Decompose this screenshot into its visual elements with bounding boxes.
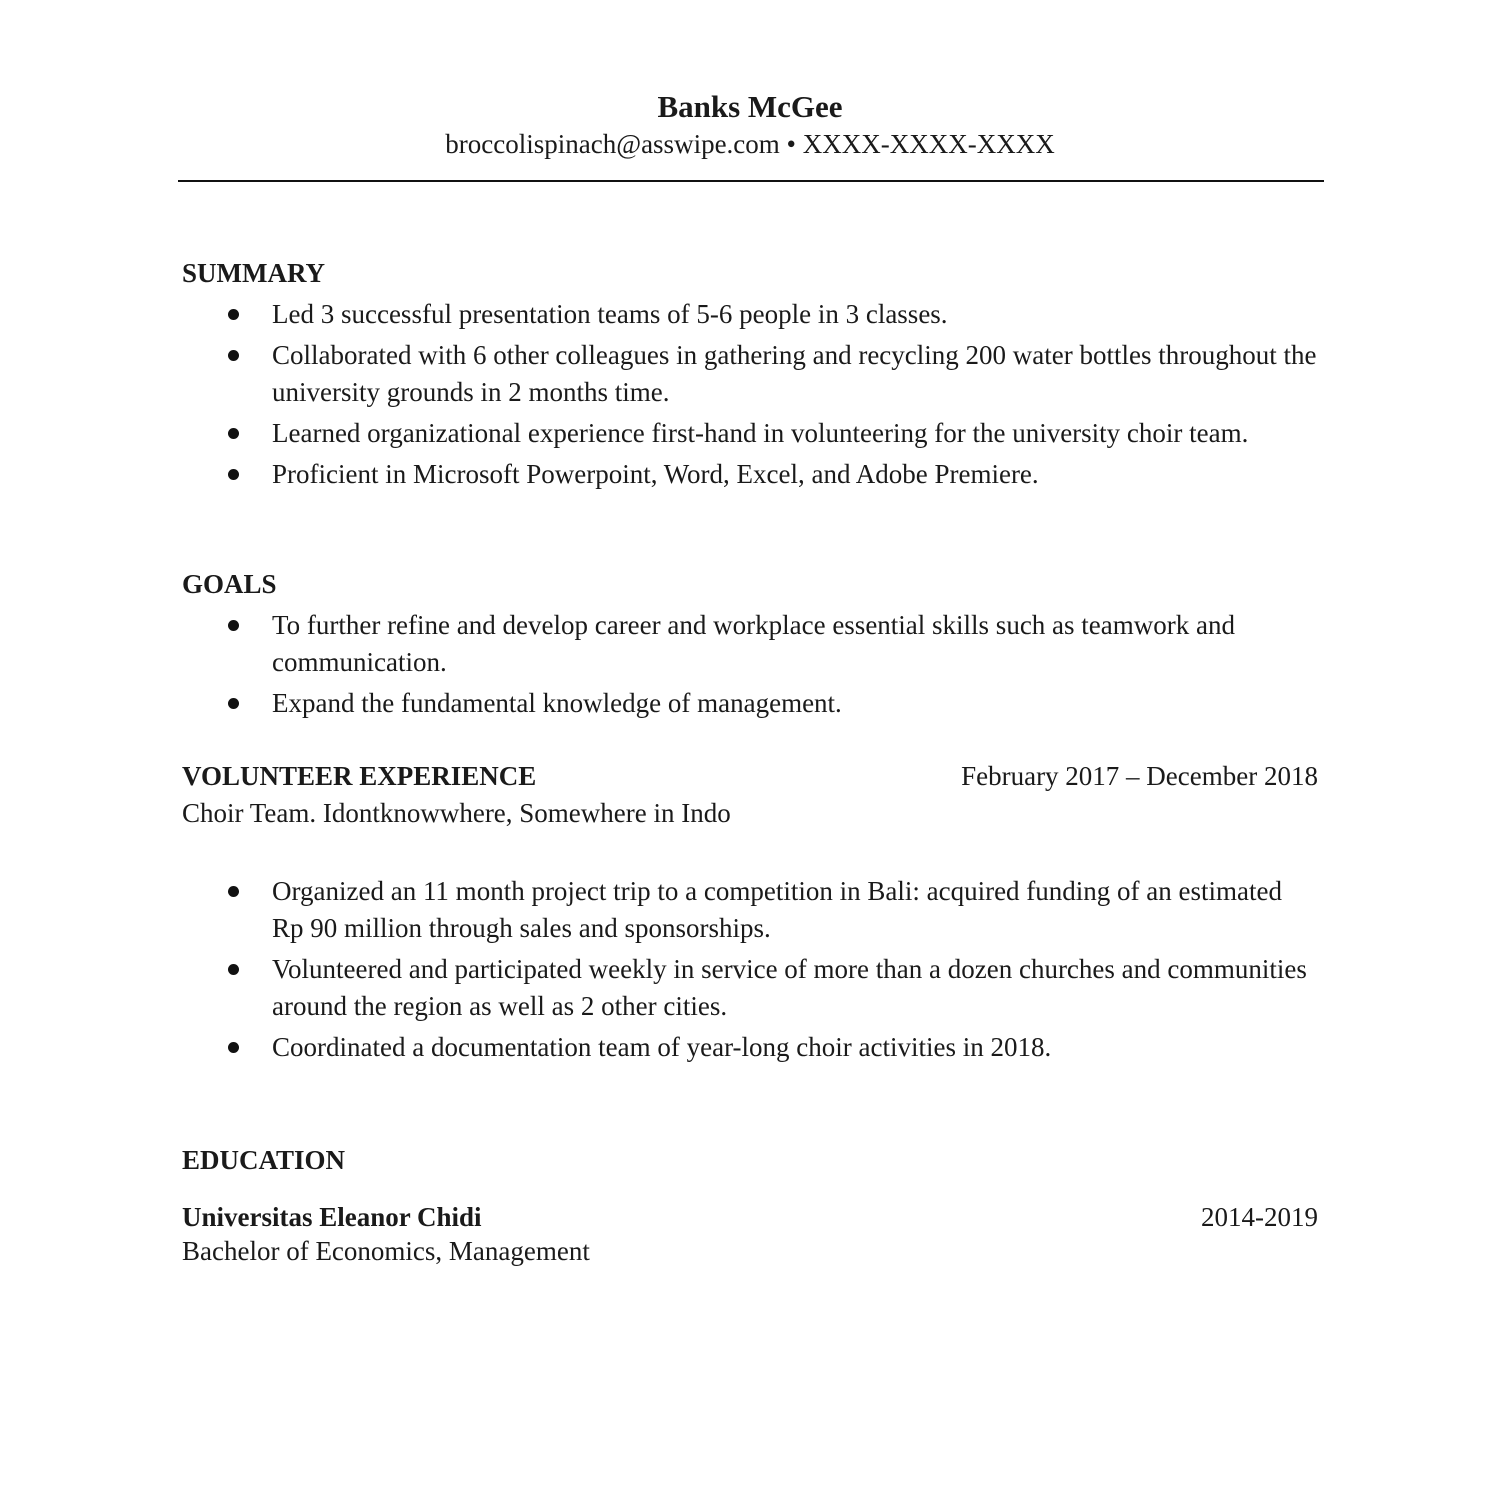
list-item [0,685,1500,722]
bullet-icon [228,469,239,480]
bullet-icon [228,698,239,709]
degree: Bachelor of Economics, Management [182,1236,590,1266]
bullet-icon [228,964,239,975]
list-item [0,873,1500,947]
list-item [0,415,1500,452]
list-item-text: Volunteered and participated weekly in service of more than a dozen churches and communities around the region as well as 2 other cities. [272,954,1307,1021]
volunteer-list [0,873,1500,1070]
volunteer-heading: VOLUNTEER EXPERIENCE [182,761,537,791]
bullet-icon [228,620,239,631]
list-item [0,296,1500,333]
school-name: Universitas Eleanor Chidi [182,1202,482,1232]
resume-name: Banks McGee [657,89,843,124]
list-item-text: Organized an 11 month project trip to a competition in Bali: acquired funding of an estimated Rp 90 million through sales and sponsorships. [272,876,1282,943]
list-item-text: Learned organizational experience first-hand in volunteering for the university choir team. [272,418,1249,448]
bullet-icon [228,1042,239,1053]
list-item [0,337,1500,411]
goals-heading: GOALS [182,569,277,599]
goals-list [0,607,1500,726]
list-item-text: To further refine and develop career and workplace essential skills such as teamwork and communication. [272,610,1235,677]
summary-heading: SUMMARY [182,258,326,288]
list-item-text: Expand the fundamental knowledge of management. [272,688,842,718]
list-item-text: Led 3 successful presentation teams of 5-6 people in 3 classes. [272,299,948,329]
education-heading: EDUCATION [182,1145,346,1175]
bullet-icon [228,350,239,361]
list-item [0,607,1500,681]
bullet-icon [228,886,239,897]
volunteer-organization: Choir Team. Idontknowwhere, Somewhere in Indo [182,798,731,828]
education-years: 2014-2019 [1201,1202,1318,1232]
list-item-text: Coordinated a documentation team of year-long choir activities in 2018. [272,1032,1052,1062]
list-item [0,1029,1500,1066]
list-item-text: Proficient in Microsoft Powerpoint, Word, Excel, and Adobe Premiere. [272,459,1039,489]
list-item [0,456,1500,493]
header-divider [178,180,1324,182]
summary-list [0,296,1500,497]
list-item [0,951,1500,1025]
bullet-icon [228,309,239,320]
contact-line: broccolispinach@asswipe.com • XXXX-XXXX-XXXX [445,129,1055,159]
bullet-icon [228,428,239,439]
list-item-text: Collaborated with 6 other colleagues in gathering and recycling 200 water bottles throughout the university grounds in 2 months time. [272,340,1317,407]
volunteer-dates: February 2017 – December 2018 [961,761,1318,791]
